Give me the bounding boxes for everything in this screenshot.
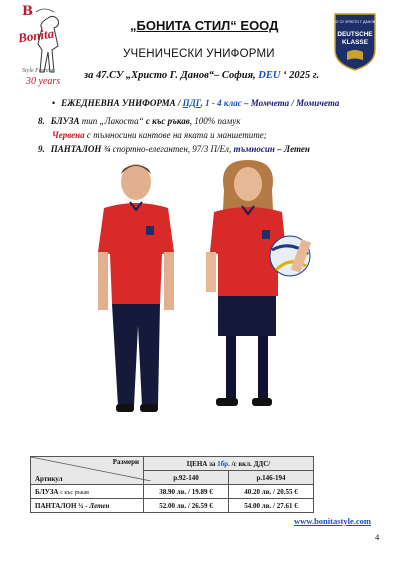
item-number: 8. (38, 116, 45, 126)
section-label: ЕЖЕДНЕВНА УНИФОРМА / (61, 98, 181, 108)
item-season: – Летен (277, 144, 310, 154)
girl-figure (206, 160, 311, 406)
row-price-a: 38.90 лв. / 19.89 € (144, 485, 229, 499)
school-prefix: за 47.СУ „Христо Г. Данов“– София, (84, 70, 256, 81)
school-year: ‘ 2025 г. (283, 70, 320, 81)
bonita-logo (8, 4, 78, 96)
row-article: ПАНТАЛОН ¾ - Летен (31, 499, 144, 513)
table-header-row (31, 457, 314, 471)
logo-mark: B (22, 4, 33, 19)
item-name: ПАНТАЛОН ¾ (50, 144, 111, 154)
price-table (30, 456, 314, 513)
item-desc: спортно-елегантен, 97/3 П/Ел, (112, 144, 232, 154)
uniform-section-heading (52, 98, 339, 108)
item-blouse (38, 116, 240, 126)
price-header (144, 457, 314, 471)
uniform-photo (90, 160, 320, 422)
section-grades: , 1 - 4 клас (200, 98, 242, 108)
item-number: 9. (38, 144, 45, 154)
logo-tagline: Style Fashion (22, 68, 55, 74)
row-price-a: 52.00 лв. / 26.59 € (144, 499, 229, 513)
item-color-word: тъмносин (233, 144, 275, 154)
company-title: „БОНИТА СТИЛ“ ЕООД (130, 18, 279, 33)
price-prefix: ЦЕНА за (186, 459, 216, 468)
item-blouse-color (52, 130, 267, 140)
row-price-b: 40.20 лв. / 20.55 € (229, 485, 314, 499)
col-article: Артикул (35, 475, 63, 483)
badge-line1: 47 СУ ХРИСТО Г. ДАНОВ (334, 20, 376, 24)
logo-brand: Bonita (17, 25, 55, 46)
badge-line3: KLASSE (342, 39, 368, 46)
section-target: – Момчета / Момичета (244, 98, 340, 108)
item-fabric: , 100% памук (189, 116, 241, 126)
school-line (84, 70, 319, 81)
item-desc: тип „Лакоста“ (81, 116, 144, 126)
website-link[interactable]: www.bonitastyle.com (294, 516, 371, 526)
item-trousers (38, 144, 310, 154)
bullet-icon: • (52, 98, 56, 108)
boy-figure (98, 164, 174, 412)
item-name: БЛУЗА (50, 116, 80, 126)
page-number: 4 (375, 532, 380, 542)
table-row (31, 485, 314, 499)
size-a: р.92-140 (144, 471, 229, 485)
page-subtitle: УЧЕНИЧЕСКИ УНИФОРМИ (123, 48, 275, 60)
size-b: р.146-194 (229, 471, 314, 485)
item-color-note: с тъмносини кантове на яката и маншетите; (86, 130, 267, 140)
price-qty: 1бр. (217, 459, 230, 468)
table-row (31, 499, 314, 513)
price-suffix: /с вкл. ДДС/ (231, 459, 271, 468)
section-kind: ПДГ (182, 98, 201, 108)
item-color-word: Червена (52, 130, 85, 140)
row-price-b: 54.00 лв. / 27.61 € (229, 499, 314, 513)
row-article: БЛУЗА с къс ръкав (31, 485, 144, 499)
school-deu: DEU (258, 70, 281, 81)
col-sizes: Размери (112, 458, 139, 466)
shield-icon (331, 12, 379, 72)
table-corner-cell (31, 457, 144, 485)
logo-years: 30 years (26, 76, 61, 87)
badge-line2: DEUTSCHE (337, 31, 373, 38)
school-badge (331, 12, 379, 72)
item-sleeve: с къс ръкав (145, 116, 190, 126)
